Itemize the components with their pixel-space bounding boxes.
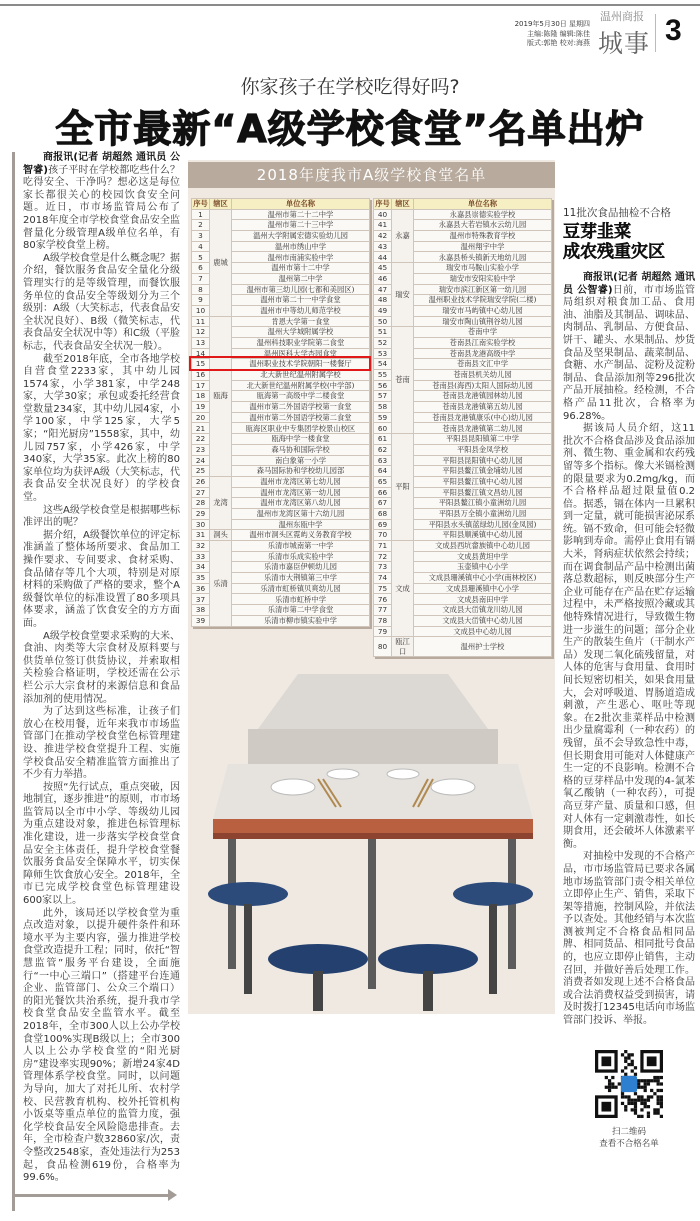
row-number: 16 bbox=[192, 370, 210, 381]
column-header: 序号 bbox=[193, 199, 208, 209]
wall-shape bbox=[248, 729, 498, 764]
table-row bbox=[374, 637, 552, 657]
row-number: 56 bbox=[374, 380, 392, 391]
district-cell: 鹿城 bbox=[210, 209, 232, 316]
table-edge bbox=[213, 819, 533, 833]
row-number: 17 bbox=[192, 380, 210, 391]
canteen-name: 文成县大峃镇中心幼儿园 bbox=[414, 615, 552, 626]
canteen-name: 温州大学附属宏德实验幼儿园 bbox=[232, 231, 370, 242]
canteen-name: 瓯海区职业中专集团学校景山校区 bbox=[232, 423, 370, 434]
sidebar-article bbox=[563, 205, 695, 1160]
canteen-name: 永嘉县大若岩镇水云幼儿园 bbox=[414, 220, 552, 231]
table-row bbox=[374, 541, 552, 552]
sidebar-paragraph: 商报讯(记者 胡超然 通讯员 公智睿)日前，市市场监管局组织对粮食加工品、食用油、油脂及其制品、调味品、肉制品、乳制品、方便食品、饼干、罐头、水果制品、炒货食品及坚果制品、蔬菜制品、食糖、水产制品、淀粉及淀粉制品、食品添加剂等296批次产品开展抽检。经检测，不合格产品11批次，合格率为96.28%。 bbox=[563, 272, 696, 422]
row-number: 59 bbox=[374, 412, 392, 423]
row-number: 41 bbox=[374, 220, 392, 231]
canteen-name: 平阳县鳌江镇小童洲幼儿园 bbox=[414, 498, 552, 509]
canteen-name: 乐清市城南第一中学 bbox=[232, 541, 370, 552]
canteen-name: 文成县黄坦中学 bbox=[414, 551, 552, 562]
district-cell: 龙湾 bbox=[210, 476, 232, 529]
canteen-name: 瑞安市滨江新区第一幼儿园 bbox=[414, 284, 552, 295]
row-number: 40 bbox=[374, 209, 392, 220]
canteen-name: 文成县西坑畲族镇中心幼儿园 bbox=[414, 541, 552, 552]
article-paragraph: 这些A级学校食堂是根据哪些标准评出的呢？ bbox=[23, 504, 180, 529]
table-row bbox=[192, 541, 370, 552]
district-cell: 瓯海 bbox=[210, 316, 232, 476]
sidebar-headline: 豆芽韭菜 成农残重灾区 bbox=[563, 222, 665, 262]
canteen-name: 苍南县机关幼儿园 bbox=[414, 370, 552, 381]
row-number: 57 bbox=[374, 391, 392, 402]
table-row bbox=[374, 327, 552, 338]
row-number: 10 bbox=[192, 305, 210, 316]
row-number: 9 bbox=[192, 295, 210, 306]
row-number: 54 bbox=[374, 359, 392, 370]
table-row bbox=[192, 530, 370, 541]
canteen-name: 文成县珊溪镇中心小学 bbox=[414, 583, 552, 594]
row-number: 36 bbox=[192, 583, 210, 594]
canteen-name: 玉壶镇中心小学 bbox=[414, 562, 552, 573]
row-number: 71 bbox=[374, 541, 392, 552]
canteen-name: 温州大学城附属学校 bbox=[232, 327, 370, 338]
row-number: 3 bbox=[192, 231, 210, 242]
canteen-name: 平阳县昆阳镇中心幼儿园 bbox=[414, 455, 552, 466]
row-number: 67 bbox=[374, 498, 392, 509]
column-header: 单位名称 bbox=[232, 199, 370, 210]
row-number: 38 bbox=[192, 605, 210, 616]
district-cell: 苍南 bbox=[392, 327, 414, 434]
sidebar-byline: 商报讯(记者 胡超然 通讯员 公智睿) bbox=[563, 272, 695, 296]
canteen-name: 温州市第二十一中学食堂 bbox=[232, 295, 370, 306]
row-number: 39 bbox=[192, 615, 210, 626]
row-number: 24 bbox=[192, 455, 210, 466]
table-top-icon bbox=[213, 764, 533, 819]
canteen-name: 平阳县昆阳镇第二中学 bbox=[414, 434, 552, 445]
canteen-name: 温州翔宇中学 bbox=[414, 241, 552, 252]
row-number: 58 bbox=[374, 402, 392, 413]
article-paragraph: 据介绍，A级餐饮单位的评定标准涵盖了整体场所要求、食品加工操作要求、专间要求、食材采购、食品储存等几个大项，特别是对原材料的采购做了严格的要求，整个A级餐饮单位的标准设置了80多项具体要求，涵盖了饮食安全的方方面面。 bbox=[23, 529, 180, 629]
canteen-name: 苍南县龙港镇康乐(中心)幼儿园 bbox=[414, 412, 552, 423]
row-number: 34 bbox=[192, 562, 210, 573]
district-cell: 乐清 bbox=[210, 541, 232, 627]
canteen-name: 乐清市嘉臣伊顿幼儿园 bbox=[232, 562, 370, 573]
canteen-name: 北大新世纪温州附属学校 bbox=[232, 370, 370, 381]
row-number: 51 bbox=[374, 327, 392, 338]
row-number: 28 bbox=[192, 498, 210, 509]
column-header: 辖区 bbox=[210, 199, 232, 210]
canteen-name: 温州科技职业学院第二食堂 bbox=[232, 337, 370, 348]
row-number: 47 bbox=[374, 284, 392, 295]
row-number: 19 bbox=[192, 402, 210, 413]
canteen-name: 温州市第二外国语学校第一食堂 bbox=[232, 402, 370, 413]
district-cell: 平阳 bbox=[392, 434, 414, 541]
top-rule bbox=[0, 4, 700, 6]
article-paragraph: 截至2018年底，全市各地学校自营食堂2233家，其中幼儿园1574家，小学381家，中学248家，大学30家；承包或委托经营食堂数量234家，其中幼儿园4家，小学100家，中学125家，大学5家；“阳光厨房”1558家，其中，幼儿园757家，小学426家，中学340家，大学35家。此次上榜的80家单位均为获评A级（大笑标志，代表食品安全状况良好）的学校食堂。 bbox=[23, 353, 180, 504]
canteen-name: 苍南县江南实验学校 bbox=[414, 337, 552, 348]
row-number: 66 bbox=[374, 487, 392, 498]
row-number: 4 bbox=[192, 241, 210, 252]
row-number: 62 bbox=[374, 444, 392, 455]
canteen-name: 乐清市第二中学食堂 bbox=[232, 605, 370, 616]
table-row bbox=[374, 263, 552, 274]
app-logo-icon bbox=[621, 1076, 637, 1092]
district-cell: 永嘉 bbox=[392, 209, 414, 262]
canteen-name: 平阳县万全镇小童洲幼儿园 bbox=[414, 508, 552, 519]
backdrop-shape bbox=[258, 674, 488, 729]
row-number: 8 bbox=[192, 284, 210, 295]
row-number: 15 bbox=[192, 359, 210, 370]
main-article-body bbox=[12, 152, 180, 1211]
article-paragraph: A级学校食堂要求采购的大米、食油、肉类等大宗食材及原料要与供货单位签订供货协议，并索取相关检验合格证明，学校还需在公示栏公示大宗食材的来源信息和食品添加剂的使用情况。 bbox=[23, 630, 180, 705]
canteen-name: 平阳县水头镇蓝绿幼儿园(金凤园) bbox=[414, 519, 552, 530]
row-number: 77 bbox=[374, 605, 392, 616]
canteen-name: 温州市第二十二中学 bbox=[232, 209, 370, 220]
canteen-name: 北大新世纪温州附属学校(中学部) bbox=[232, 380, 370, 391]
row-number: 27 bbox=[192, 487, 210, 498]
paper-name: 温州商报 bbox=[600, 10, 644, 23]
canteen-name: 瑞安市马屿镇中心幼儿园 bbox=[414, 305, 552, 316]
row-number: 65 bbox=[374, 476, 392, 487]
canteen-name: 永嘉县桥头镇新天地幼儿园 bbox=[414, 252, 552, 263]
canteen-name: 温州市第十二中学 bbox=[232, 263, 370, 274]
row-number: 72 bbox=[374, 551, 392, 562]
row-number: 48 bbox=[374, 295, 392, 306]
sidebar-paragraph: 对抽检中发现的不合格产品，市市场监管局已要求各属地市场监管部门责令相关单位立即停止生产、销售，采取下架等措施，控制风险，并依法予以查处。其他经销与本次监测被判定不合格食品相同品牌、相同货品、相同批号食品的，也应立即停止销售，主动召回，并做好善后处理工作。消费者如发现上述不合格食品或合法消费权益受到损害，请及时拨打12345电话向市场监管部门投诉、举报。 bbox=[563, 851, 695, 1027]
continue-arrow-line bbox=[12, 1194, 170, 1197]
row-number: 18 bbox=[192, 391, 210, 402]
layout-credits: 版式:郭艳 校对:海燕 bbox=[527, 39, 590, 47]
canteen-name: 瓯海第一高级中学二楼食堂 bbox=[232, 391, 370, 402]
canteen-name: 乐清市柳市镇实验中学 bbox=[232, 615, 370, 626]
row-number: 49 bbox=[374, 305, 392, 316]
row-number: 63 bbox=[374, 455, 392, 466]
table-row bbox=[192, 316, 370, 327]
table-row bbox=[374, 209, 552, 220]
canteen-name: 温州东瓯中学 bbox=[232, 519, 370, 530]
row-number: 31 bbox=[192, 530, 210, 541]
row-number: 32 bbox=[192, 541, 210, 552]
canteen-name: 苍南县龙港镇第二幼儿园 bbox=[414, 423, 552, 434]
table-row bbox=[374, 434, 552, 445]
canteen-name: 平阳县鳌江镇文昌幼儿园 bbox=[414, 487, 552, 498]
canteen-name: 瓯海中学一楼食堂 bbox=[232, 434, 370, 445]
canteen-name: 南白象第一小学 bbox=[232, 455, 370, 466]
row-number: 60 bbox=[374, 423, 392, 434]
row-number: 13 bbox=[192, 337, 210, 348]
editors: 主编:陈隆 编辑:陈佳 bbox=[527, 29, 590, 38]
row-number: 74 bbox=[374, 573, 392, 584]
canteen-table-right bbox=[373, 198, 552, 657]
byline: 商报讯(记者 胡超然 通讯员 公智睿) bbox=[23, 152, 180, 176]
canteen-name: 森马协和国际学校 bbox=[232, 444, 370, 455]
canteen-name: 温州市龙湾区第一幼儿园 bbox=[232, 487, 370, 498]
row-number: 80 bbox=[374, 637, 392, 657]
canteen-name: 温州医科大学杏园食堂 bbox=[232, 348, 370, 359]
row-number: 30 bbox=[192, 519, 210, 530]
article-headline: 全市最新“A级学校食堂”名单出炉 bbox=[55, 107, 645, 151]
district-cell: 文成 bbox=[392, 541, 414, 637]
canteen-name: 乐清市大荆镇第三中学 bbox=[232, 573, 370, 584]
canteen-name: 温州市第二十三中学 bbox=[232, 220, 370, 231]
canteen-name: 瑞安市马鞍山实验小学 bbox=[414, 263, 552, 274]
article-kicker: 你家孩子在学校吃得好吗? bbox=[240, 76, 460, 98]
row-number: 1 bbox=[192, 209, 210, 220]
row-number: 46 bbox=[374, 273, 392, 284]
article-paragraph: A级学校食堂是什么概念呢？据介绍，餐饮服务食品安全量化分级管理实行的是等级管理，而餐饮服务单位的食品安全等级划分为三个级别：A级（大笑标志，代表食品安全状况良好）、B级（微笑标志，代表食品安全状况中等）和C级（平脸标志，代表食品安全状况一般）。 bbox=[23, 252, 180, 352]
canteen-name: 温州职业技术学院朝阳一楼餐厅 bbox=[232, 359, 370, 370]
page-number: 3 bbox=[665, 14, 682, 47]
district-cell: 瓯江口 bbox=[392, 637, 414, 657]
canteen-name: 温州市龙湾区第七幼儿园 bbox=[232, 476, 370, 487]
canteen-name: 乐清市虹桥中学 bbox=[232, 594, 370, 605]
canteen-name: 肯恩大学第一食堂 bbox=[232, 316, 370, 327]
canteen-name: 温州市特殊教育学校 bbox=[414, 231, 552, 242]
table-header-row bbox=[192, 199, 370, 210]
row-number: 12 bbox=[192, 327, 210, 338]
canteen-name: 苍南县(海西)太阳人国际幼儿园 bbox=[414, 380, 552, 391]
canteen-name: 苍南县文汇中学 bbox=[414, 359, 552, 370]
canteen-name: 苍南县龙港镇第五幼儿园 bbox=[414, 402, 552, 413]
row-number: 43 bbox=[374, 241, 392, 252]
row-number: 70 bbox=[374, 530, 392, 541]
table-header-row bbox=[374, 199, 552, 210]
table-row bbox=[192, 209, 370, 220]
row-number: 6 bbox=[192, 263, 210, 274]
canteen-name: 温州市南浦实验中学 bbox=[232, 252, 370, 263]
row-number: 55 bbox=[374, 370, 392, 381]
canteen-name: 温州第二中学 bbox=[232, 273, 370, 284]
row-number: 64 bbox=[374, 466, 392, 477]
canteen-name: 温州市龙湾区第八幼儿园 bbox=[232, 498, 370, 509]
canteen-name: 文成县中心幼儿园 bbox=[414, 626, 552, 637]
canteen-name: 苍南县龙港镇园林幼儿园 bbox=[414, 391, 552, 402]
canteen-name: 平阳县鳌江镇金埔幼儿园 bbox=[414, 466, 552, 477]
continue-arrow bbox=[12, 1189, 180, 1203]
canteen-name: 温州市绣山中学 bbox=[232, 241, 370, 252]
row-number: 75 bbox=[374, 583, 392, 594]
row-number: 2 bbox=[192, 220, 210, 231]
row-number: 73 bbox=[374, 562, 392, 573]
issue-date: 2019年5月30日 星期四 bbox=[514, 20, 590, 28]
article-paragraph: 商报讯(记者 胡超然 通讯员 公智睿)孩子平时在学校都吃些什么？吃得安全、干净吗？想必这是每位家长都很关心的校园饮食安全问题。近日，市市场监管局公布了2018年度全市学校食堂食品安全监督量化分级管理A级单位名单，有80家学校食堂上榜。 bbox=[23, 152, 181, 252]
row-number: 45 bbox=[374, 263, 392, 274]
qr-code[interactable] bbox=[595, 1050, 663, 1118]
canteen-name: 温州市第二外国语学校第二食堂 bbox=[232, 412, 370, 423]
canteen-name: 文成县大峃镇龙川幼儿园 bbox=[414, 605, 552, 616]
table-row bbox=[192, 476, 370, 487]
article-paragraph: 按照“先行试点，重点突破，因地制宜，逐步推进”的原则，市市场监管局以全市中小学、等级幼儿园为重点建设对象，推进色标管理标准化建设，进一步落实学校食堂食品安全主体责任，提升学校食堂餐饮服务食品安全保障水平，切实保障师生饮食放心安全。2018年，全市已完成学校食堂色标管理建设600家以上。 bbox=[23, 781, 180, 907]
arrow-right-icon bbox=[168, 1189, 177, 1201]
row-number: 11 bbox=[192, 316, 210, 327]
row-number: 76 bbox=[374, 594, 392, 605]
row-number: 44 bbox=[374, 252, 392, 263]
row-number: 69 bbox=[374, 519, 392, 530]
row-number: 29 bbox=[192, 508, 210, 519]
canteen-name: 平阳县顺溪镇中心幼儿园 bbox=[414, 530, 552, 541]
canteen-name: 乐清市乐成实验中学 bbox=[232, 551, 370, 562]
column-header: 单位名称 bbox=[414, 199, 552, 210]
qr-caption: 扫二维码 查看不合格名单 bbox=[599, 1126, 659, 1149]
canteen-name: 温州市第三幼儿园(七都和美园区) bbox=[232, 284, 370, 295]
row-number: 21 bbox=[192, 423, 210, 434]
row-number: 23 bbox=[192, 444, 210, 455]
sidebar-kicker: 11批次食品抽检不合格 bbox=[563, 207, 671, 219]
row-number: 78 bbox=[374, 615, 392, 626]
canteen-name: 温州护士学校 bbox=[414, 637, 552, 657]
row-number: 5 bbox=[192, 252, 210, 263]
canteen-name: 平阳县鳌江镇中心幼儿园 bbox=[414, 476, 552, 487]
district-cell: 瑞安 bbox=[392, 263, 414, 327]
canteen-name: 温州市洞头区霓屿义务教育学校 bbox=[232, 530, 370, 541]
row-number: 42 bbox=[374, 231, 392, 242]
canteen-name: 乐清市虹桥镇贝爽幼儿园 bbox=[232, 583, 370, 594]
row-number: 79 bbox=[374, 626, 392, 637]
list-title: 2018年度我市A级学校食堂名单 bbox=[188, 162, 555, 188]
canteen-table-left bbox=[191, 198, 370, 627]
article-paragraph: 为了达到这些标准，让孩子们放心在校用餐，近年来我市市场监管部门在推动学校食堂色标管理建设、推进学校食堂提升工程、实施学校食品安全精准监管方面推出了不少有力举措。 bbox=[23, 706, 180, 781]
canteen-name: 瑞安市安阳实验中学 bbox=[414, 273, 552, 284]
row-number: 37 bbox=[192, 594, 210, 605]
row-number: 26 bbox=[192, 476, 210, 487]
row-number: 33 bbox=[192, 551, 210, 562]
column-header: 辖区 bbox=[392, 199, 414, 210]
header-divider bbox=[655, 14, 656, 52]
row-number: 25 bbox=[192, 466, 210, 477]
canteen-name: 温州市中等幼儿师范学校 bbox=[232, 305, 370, 316]
section-title: 城事 bbox=[598, 29, 651, 58]
canteen-list-graphic bbox=[188, 160, 555, 1014]
column-header: 序号 bbox=[375, 199, 390, 209]
canteen-name: 苍南县龙港高级中学 bbox=[414, 348, 552, 359]
row-number: 53 bbox=[374, 348, 392, 359]
article-paragraph: 此外，该局还以学校食堂为重点改造对象，以提升硬件条件和环境水平为主要内容，强力推进学校食堂改造提升工程；同时，依托“智慧监管”服务平台建设，全面施行“一中心三端口”（搭建平台连通企业、监管部门、公众三个端口）的阳光餐饮共治系统，提升我市学校食堂食品安全监管水平。截至2018年，全市300人以上公办学校食堂100%实现B级以上；全市300人以上公办学校食堂的“阳光厨房”建设率实现90%；新增24家4D管理体系学校食堂。同时，以问题为导向，加大了对托儿所、农村学校、民营教育机构、校外托管机构小饭桌等重点单位的监管力度，强化学校食品安全风险隐患排查。去年，全市检查户数32860家/次，责令整改2548家，查处违法行为253起，食品检测619份，合格率为99.6%。 bbox=[23, 907, 180, 1184]
table-leg bbox=[368, 839, 376, 989]
canteen-name: 森马国际协和学校幼儿园部 bbox=[232, 466, 370, 477]
canteen-name: 永嘉县崇德实验学校 bbox=[414, 209, 552, 220]
row-number: 14 bbox=[192, 348, 210, 359]
row-number: 61 bbox=[374, 434, 392, 445]
canteen-name: 平阳县金凤学校 bbox=[414, 444, 552, 455]
row-number: 35 bbox=[192, 573, 210, 584]
canteen-name: 文成县珊溪镇中心小学(南林校区) bbox=[414, 573, 552, 584]
canteen-name: 温州职业技术学院瑞安学院(二楼) bbox=[414, 295, 552, 306]
district-cell: 洞头 bbox=[210, 530, 232, 541]
row-number: 7 bbox=[192, 273, 210, 284]
row-number: 50 bbox=[374, 316, 392, 327]
canteen-name: 文成县南田中学 bbox=[414, 594, 552, 605]
issue-meta bbox=[490, 20, 590, 49]
row-number: 68 bbox=[374, 508, 392, 519]
canteen-name: 苍南中学 bbox=[414, 327, 552, 338]
row-number: 52 bbox=[374, 337, 392, 348]
canteen-name: 温州市龙湾区第十六幼儿园 bbox=[232, 508, 370, 519]
table-edge-shadow bbox=[213, 833, 533, 839]
row-number: 20 bbox=[192, 412, 210, 423]
sidebar-paragraph: 据该局人员介绍，这11批次不合格食品涉及食品添加剂、微生物、重金属和农药残留等多个指标。像大米镉检测的限量要求为0.2mg/kg，而不合格样品超过限量值0.2倍。据悉，镉在体内一旦累积到一定量，就可能损害泌尿系统。镉不致命，但可能会轻微影响到寿命。需停止食用有镉大米，肾病症状依然会持续；而在调食制品产品中检测出菌落总数超标，则反映部分生产企业可能存在产品在贮存运输过程中，未严格按照冷藏或其他特殊情况进行，导致微生物进一步滋生的问题；部分企业生产的散装生鱼片（干制水产品）发现二氧化硫残留量，对人体的危害与食用量、食用时间长短密切相关，如果食用量大，会对呼吸道、胃肠道造成刺激，产生恶心、呕吐等现象。在2批次韭菜样品中检测出少量腐霉利（一种农药）的残留，虽不会导致急性中毒，但长期食用可能对人体健康产生一定的不良影响。检测不合格的豆芽样品中发现的4-氯苯氧乙酸钠（一种农药），可提高豆芽产量、质量和口感，但对人体有一定刺激毒性，如长期食用，还会破坏人体激素平衡。 bbox=[563, 423, 695, 850]
canteen-illustration bbox=[188, 669, 555, 1014]
row-number: 22 bbox=[192, 434, 210, 445]
canteen-name: 瑞安市陶山镇荆谷幼儿园 bbox=[414, 316, 552, 327]
